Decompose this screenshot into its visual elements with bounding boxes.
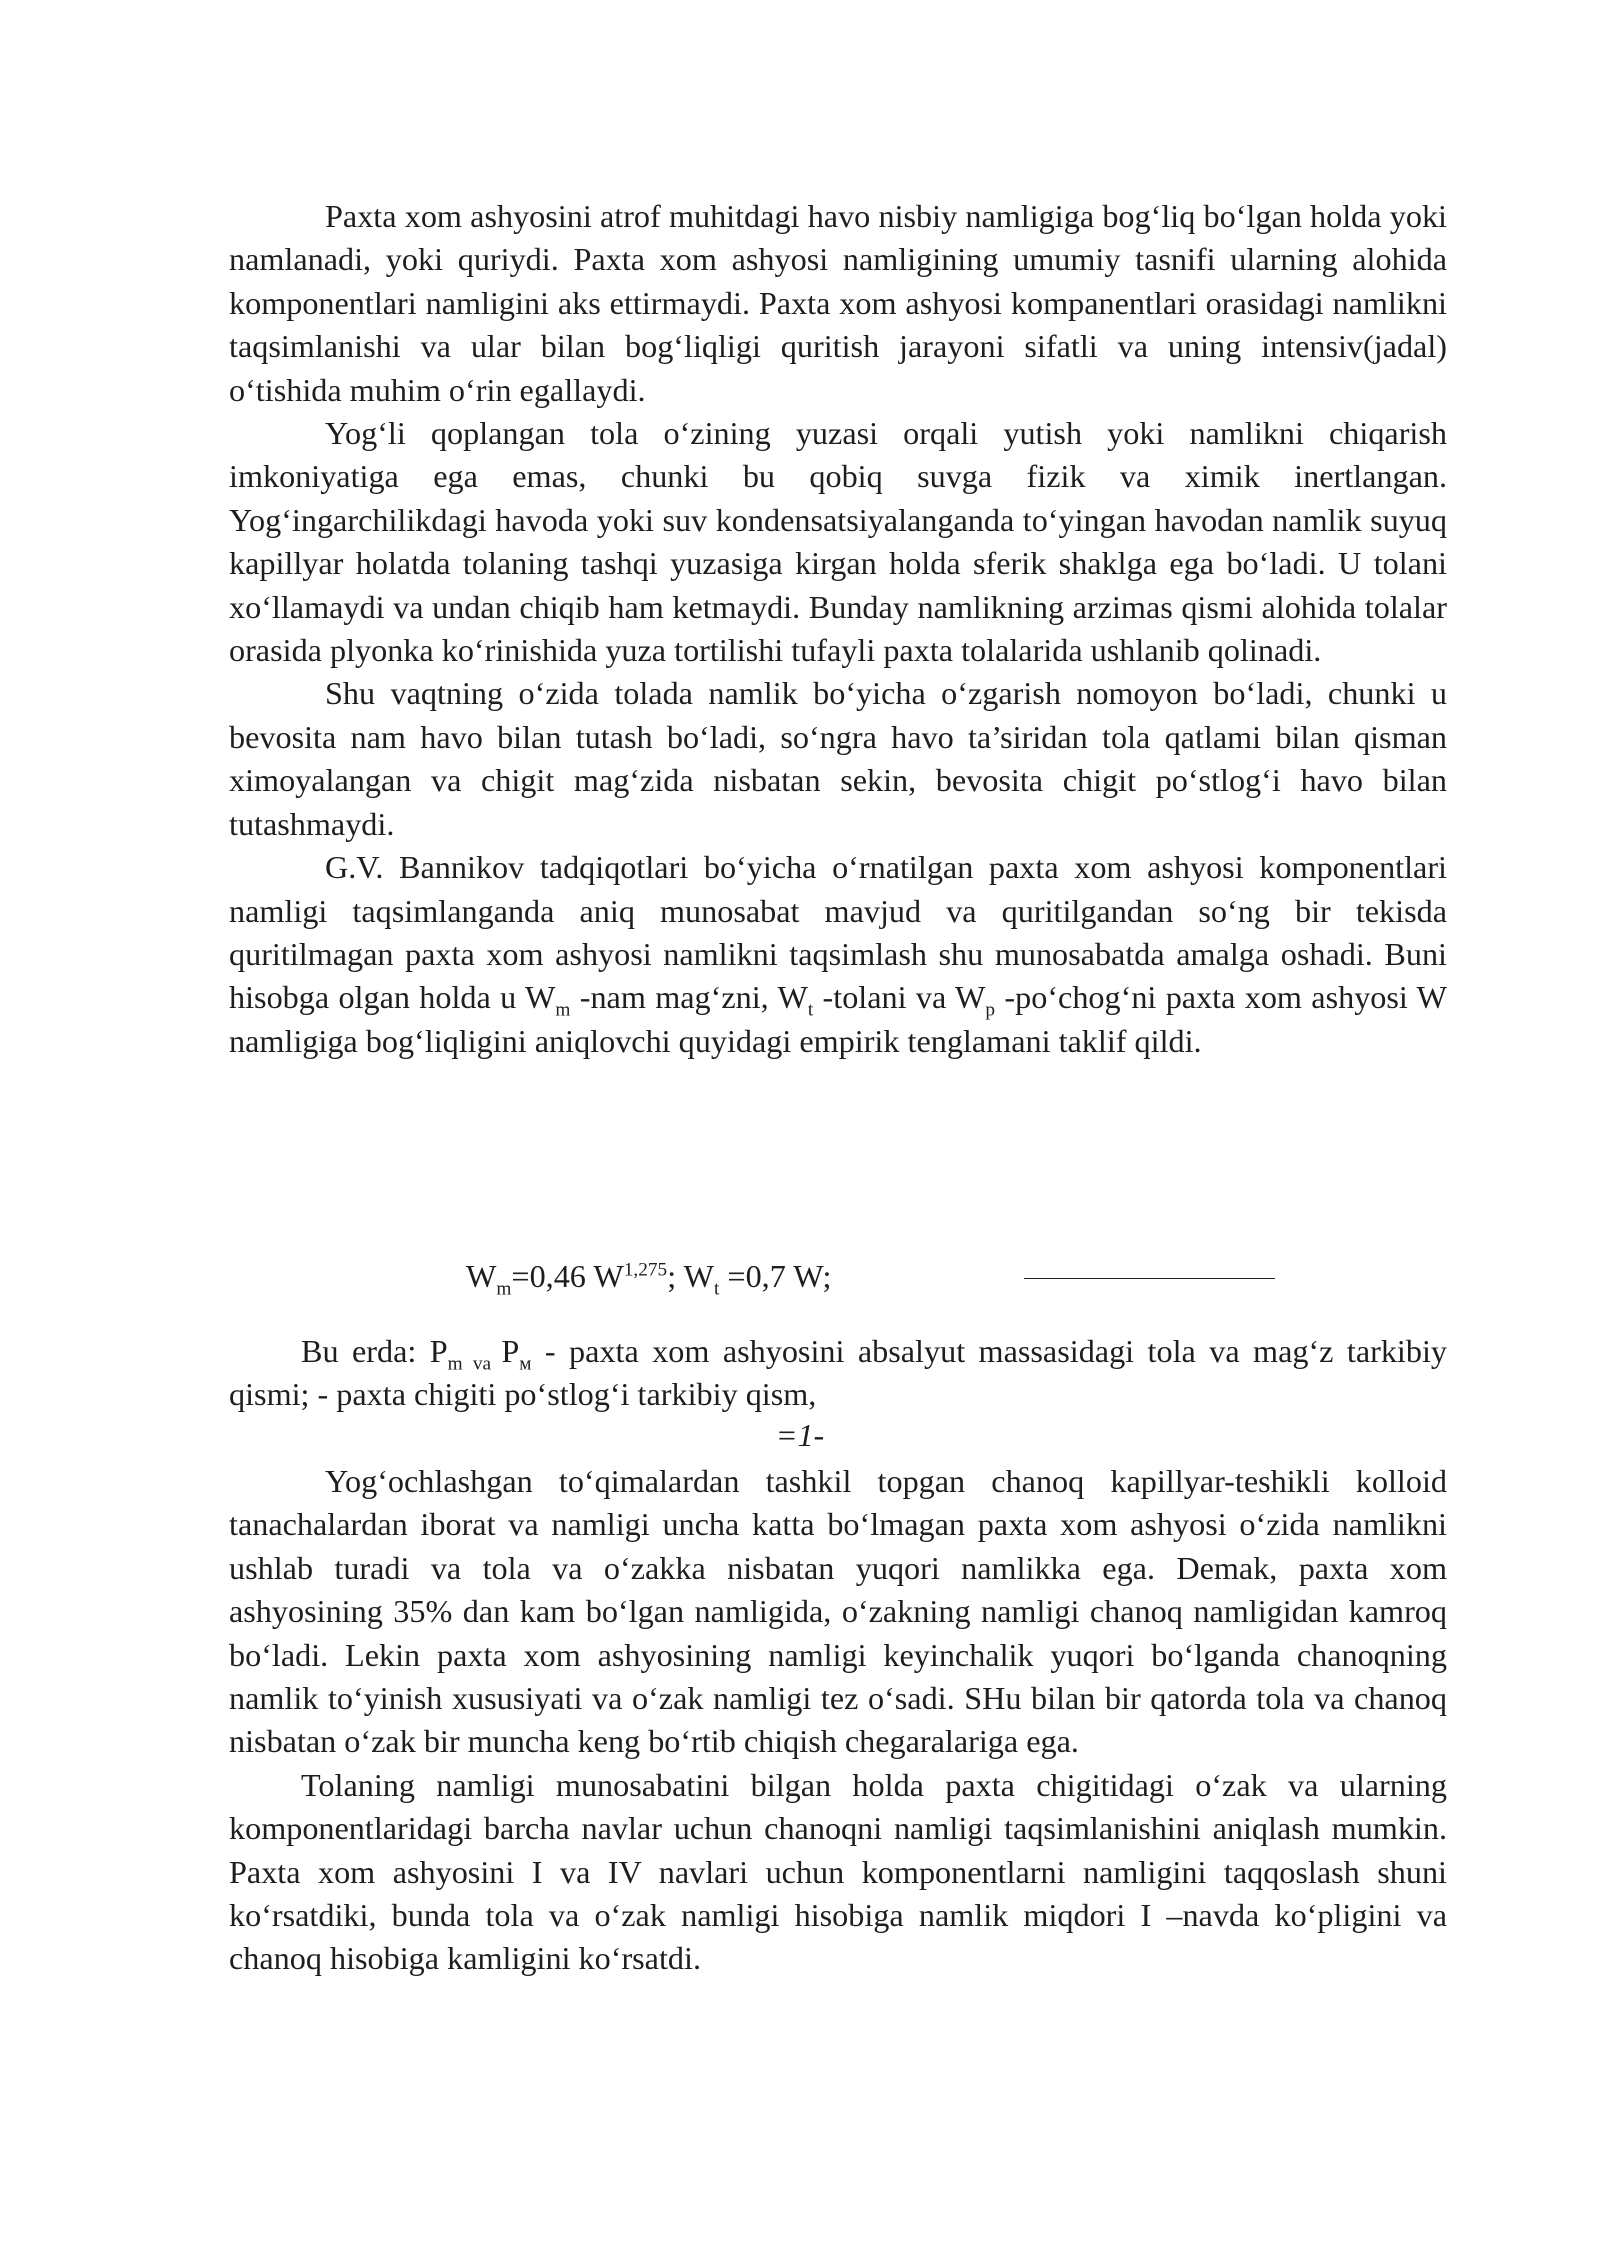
formula-eq2: =0,7 W; (719, 1258, 832, 1294)
empirical-formula (466, 1258, 832, 1300)
p4-sub-m: m (555, 999, 571, 1021)
p4-text-3: -tolani va W (813, 979, 986, 1016)
note-sub-m: m (447, 1353, 463, 1375)
formula-eq1: =0,46 W (511, 1258, 624, 1294)
formula-note (229, 1330, 1447, 1417)
formula-sep: ; W (667, 1258, 714, 1294)
document-body (229, 195, 1447, 1063)
formula-sub-t: t (714, 1278, 720, 1300)
formula-w: W (466, 1258, 497, 1294)
paragraph-5: Yog‘ochlashgan to‘qimalardan tashkil topgan chanoq kapillyar-teshikli kolloid tanachalardan iborat va namligi uncha katta bo‘lmagan paxta xom ashyosi o‘zida namlikni ushlab turadi va tola va o‘zakka nisbatan yuqori namlikka ega. Demak, paxta xom ashyosining 35% dan kam bo‘lgan namligida, o‘zakning namligi chanoq namligidan kamroq bo‘ladi. Lekin paxta xom ashyosining namligi keyinchalik yuqori bo‘lganda chanoqning namlik to‘yinish xususiyati va o‘zak namligi tez o‘sadi. SHu bilan bir qatorda tola va chanoq nisbatan o‘zak bir muncha keng bo‘rtib chiqish chegaralariga ega. (229, 1463, 1447, 1760)
note-sub-m2: м (519, 1353, 532, 1375)
note-lead: Bu erda: P (301, 1333, 448, 1369)
p4-text-1: G.V. Bannikov tadqiqotlari bo‘yicha o‘rnatilgan paxta xom ashyosi komponentlari namligi taqsimlanganda aniq munosabat mavjud va quritilgandan so‘ng bir tekisda quritilmagan paxta xom ashyosi namlikni taqsimlash shu munosabatda amalga oshadi. Buni hisobga olgan holda u W (229, 849, 1447, 1016)
note-p2: P (501, 1333, 520, 1369)
paragraph-6: Tolaning namligi munosabatini bilgan holda paxta chigitidagi o‘zak va ularning komponentlaridagi barcha navlar uchun chanoqni namligi taqsimlanishini aniqlash mumkin. Paxta xom ashyosini I va IV navlari uchun komponentlarni namligini taqqoslash shuni ko‘rsatdiki, bunda tola va o‘zak namligi hisobiga namlik miqdori I –navda ko‘pligini va chanoq hisobiga kamligini ko‘rsatdi. (229, 1766, 1447, 1977)
formula-exponent: 1,275 (623, 1259, 668, 1281)
p4-text-2: -nam mag‘zni, W (570, 979, 808, 1016)
note-text (229, 1330, 1447, 1417)
paragraph-4 (229, 846, 1447, 1063)
p4-text-4: -po‘chog‘ni paxta xom ashyosi W namligiga bog‘liqligini aniqlovchi quyidagi empirik tenglamani taklif qildi. (229, 979, 1447, 1059)
page-number: =1- (775, 1417, 825, 1453)
paragraph-3: Shu vaqtning o‘zida tolada namlik bo‘yicha o‘zgarish nomoyon bo‘ladi, chunki u bevosita nam havo bilan tutash bo‘ladi, so‘ngra havo ta’siridan tola qatlami bilan qisman ximoyalangan va chigit mag‘zida nisbatan sekin, bevosita chigit po‘stlog‘i havo bilan tutashmaydi. (229, 675, 1447, 842)
p4-sub-t: t (807, 999, 814, 1021)
document-body-2 (229, 1460, 1447, 1981)
formula-rule (1024, 1278, 1275, 1279)
note-va: va (462, 1353, 502, 1375)
p4-sub-p: p (985, 999, 996, 1021)
note-rest: - paxta xom ashyosini absalyut massasidagi tola va mag‘z tarkibiy qismi; - paxta chigiti po‘stlog‘i tarkibiy qism, (229, 1333, 1447, 1413)
paragraph-1: Paxta xom ashyosini atrof muhitdagi havo nisbiy namligiga bog‘liq bo‘lgan holda yoki namlanadi, yoki quriydi. Paxta xom ashyosi namligining umumiy tasnifi ularning alohida komponentlari namligini aks ettirmaydi. Paxta xom ashyosi kompanentlari orasidagi namlikni taqsimlanishi va ular bilan bog‘liqligi quritish jarayoni sifatli va uning intensiv(jadal) o‘tishida muhim o‘rin egallaydi. (229, 198, 1447, 408)
formula-sub-m: m (496, 1278, 512, 1300)
paragraph-2: Yog‘li qoplangan tola o‘zining yuzasi orqali yutish yoki namlikni chiqarish imkoniyatiga ega emas, chunki bu qobiq suvga fizik va ximik inertlangan. Yog‘ingarchilikdagi havoda yoki suv kondensatsiyalanganda to‘yingan havodan namlik suyuq kapillyar holatda tolaning tashqi yuzasiga kirgan holda sferik shaklga ega bo‘ladi. U tolani xo‘llamaydi va undan chiqib ham ketmaydi. Bunday namlikning arzimas qismi alohida tolalar orasida plyonka ko‘rinishida yuza tortilishi tufayli paxta tolalarida ushlanib qolinadi. (229, 415, 1447, 669)
